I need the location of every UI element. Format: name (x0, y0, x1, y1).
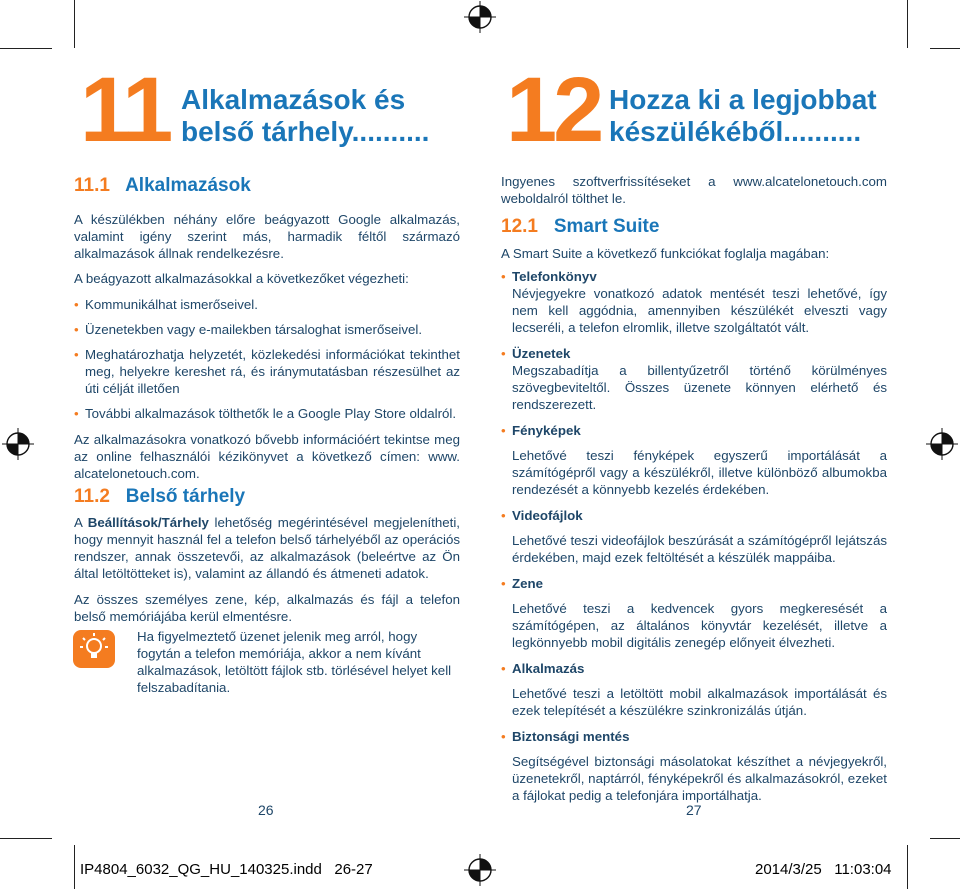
list-item-text: Üzenetekben vagy e-mailekben társaloghat ismerőseivel. (85, 322, 423, 337)
list-item: • Zene Lehetővé teszi a kedvencek gyors megkeresését a számítógépen, az általános könyvtár kezelését, illetve a legkönnyebb mobil digitális zenegép előnyeit élvezheti. (501, 576, 887, 650)
lightbulb-tip-icon (73, 630, 115, 668)
crop-mark (907, 0, 908, 48)
chapter-number: 12 (506, 59, 601, 161)
section-number: 12.1 (501, 216, 538, 237)
crop-mark (0, 838, 52, 839)
left-column-2 (74, 514, 460, 625)
section-heading (74, 175, 251, 197)
list-item-text: További alkalmazások tölthetők le a Google Play Store oldalról. (85, 406, 457, 421)
list-item-text: Segítségével biztonsági másolatokat készíthet a névjegyekről, üzenetekről, naptárról, fényképekről és alkalmazásokról, ezeket a fájlokat pedig a telefonjára importálhatja. (512, 754, 887, 803)
registration-mark-icon (464, 1, 496, 33)
section-number: 11.2 (74, 486, 110, 507)
registration-mark-icon (2, 428, 34, 460)
list-item-text: Lehetővé teszi fényképek egyszerű importálását a számítógépről vagy a készülékről, illetve különböző albumokba rendezését a könnyebb kezelés érdekében. (512, 448, 887, 497)
paragraph: Az összes személyes zene, kép, alkalmazás és fájl a telefon belső memóriájába kerül elmentésre. (74, 592, 460, 624)
intro-paragraph: Ingyenes szoftverfrissítéseket a www.alcatelonetouch.com weboldalról tölthet le. (501, 174, 887, 206)
paragraph: A készülékben néhány előre beágyazott Google alkalmazás, valamint igény szerint más, harmadik féltől származó alkalmazások állnak rendelkezésre. (74, 212, 460, 261)
chapter-title-line: Hozza ki a legjobbat (609, 84, 877, 115)
feature-list (501, 268, 887, 804)
list-item-title: Üzenetek (512, 346, 571, 361)
crop-mark (907, 845, 908, 889)
list-item-text: Meghatározhatja helyzetét, közlekedési információkat tekinthet meg, helyekre kereshet rá, és iránymutatásban részesülhet az úti célját illetően (85, 347, 460, 396)
slug-timestamp: 2014/3/25 11:03:04 (755, 861, 892, 878)
list-item: • Üzenetekben vagy e-mailekben társaloghat ismerőseivel. (74, 322, 423, 337)
paragraph: A beágyazott alkalmazásokkal a következőket végezheti: (74, 271, 409, 286)
list-item-text: Lehetővé teszi videofájlok beszúrását a számítógépről lejátszás érdekében, majd ezek feltöltését a készülék mappáiba. (512, 533, 887, 565)
chapter-title-line: készülékéből.......... (609, 116, 862, 147)
chapter-title (181, 84, 429, 148)
tip-text: Ha figyelmeztető üzenet jelenik meg arról, hogy fogytán a telefon memóriája, akkor a nem kívánt alkalmazások, letöltött fájlok stb. törlésével helyet kell felszabadítania. (137, 629, 452, 695)
list-item-text: Névjegyekre vonatkozó adatok mentését teszi lehetővé, így nem kell aggódnia, amennyiben készülékét elveszti vagy lecseréli, a telefon elromlik, illetve szolgáltatót vált. (512, 286, 887, 335)
section-heading (501, 216, 659, 238)
paragraph: A Beállítások/Tárhely lehetőség megérintésével megjelenítheti, hogy mennyit használ fel a telefon belső tárhelyéből az operációs rendszer, annak összetevői, az alkalmazások (beleértve az Ön által letöltötteket is), valamint az állandó és átmeneti adatok. (74, 515, 460, 581)
list-item: • Kommunikálhat ismerőseivel. (74, 297, 258, 312)
list-item-text: Lehetővé teszi a kedvencek gyors megkeresését a számítógépen, az általános könyvtár kezelését, illetve a legkönnyebb mobil digitális zenegép előnyeit élvezheti. (512, 601, 887, 650)
paragraph: Az alkalmazásokra vonatkozó bővebb információért tekintse meg az online felhasználói kézikönyvet a következő címen: www. alcatelonetouch.com. (74, 432, 460, 481)
list-item: • Videofájlok Lehetővé teszi videofájlok beszúrását a számítógépről lejátszás érdekében, majd ezek feltöltését a készülék mappáiba. (501, 508, 887, 565)
left-column (74, 211, 460, 482)
list-item-title: Biztonsági mentés (512, 729, 630, 744)
chapter-title-line: belső tárhely.......... (181, 116, 430, 147)
list-item-text: Megszabadítja a billentyűzetről történő körülményes szövegbeviteltől. Összes üzenete könnyen elérhető és rendszerezett. (512, 363, 887, 412)
list-item: • További alkalmazások tölthetők le a Google Play Store oldalról. (74, 406, 457, 421)
list-item: • Telefonkönyv Névjegyekre vonatkozó adatok mentését teszi lehetővé, így nem kell aggódnia, amennyiben készülékét elveszti vagy lecseréli, a telefon elromlik, illetve szolgáltatót vált. (501, 269, 887, 335)
chapter-title (609, 84, 877, 148)
list-item-title: Telefonkönyv (512, 269, 597, 284)
list-item: • Üzenetek Megszabadítja a billentyűzetről történő körülményes szövegbeviteltől. Összes üzenete könnyen elérhető és rendszerezett. (501, 346, 887, 412)
lead-paragraph: A Smart Suite a következő funkciókat foglalja magában: (501, 246, 830, 261)
section-number: 11.1 (74, 175, 110, 196)
list-item: • Alkalmazás Lehetővé teszi a letöltött mobil alkalmazások importálását és ezek telepítését a készülékre szinkronizálás útján. (501, 661, 887, 718)
list-item: • Meghatározhatja helyzetét, közlekedési információkat tekinthet meg, helyekre kereshet rá, és iránymutatásban részesülhet az úti célját illetően (74, 347, 460, 396)
section-heading (74, 486, 245, 508)
section-title: Alkalmazások (125, 175, 251, 196)
section-title: Belső tárhely (125, 486, 246, 507)
list-item-title: Zene (512, 576, 544, 591)
list-item: • Biztonsági mentés Segítségével biztonsági másolatokat készíthet a névjegyekről, üzenetekről, naptárról, fényképekről és alkalmazásokról, ezeket a fájlokat pedig a telefonjára importálhatja. (501, 729, 887, 803)
crop-mark (74, 0, 75, 48)
crop-mark (74, 845, 75, 889)
chapter-number: 11 (80, 59, 170, 161)
list-item-text: Lehetővé teszi a letöltött mobil alkalmazások importálását és ezek telepítését a készülékre szinkronizálás útján. (512, 686, 887, 718)
page-number: 26 (258, 802, 274, 818)
registration-mark-icon (926, 428, 958, 460)
list-item-title: Videofájlok (512, 508, 583, 523)
registration-mark-icon (464, 854, 496, 886)
crop-mark (930, 838, 960, 839)
list-item-title: Fényképek (512, 423, 581, 438)
list-item-text: Kommunikálhat ismerőseivel. (85, 297, 258, 312)
settings-path: Beállítások/Tárhely (87, 515, 209, 530)
list-item-title: Alkalmazás (512, 661, 585, 676)
list-item: • Fényképek Lehetővé teszi fényképek egyszerű importálását a számítógépről vagy a készülékről, illetve különböző albumokba rendezését a könnyebb kezelés érdekében. (501, 423, 887, 497)
crop-mark (0, 48, 52, 49)
section-title: Smart Suite (553, 216, 660, 237)
crop-mark (930, 48, 960, 49)
page-number: 27 (686, 802, 702, 818)
chapter-title-line: Alkalmazások és (181, 84, 406, 115)
slug-filename: IP4804_6032_QG_HU_140325.indd 26-27 (80, 861, 373, 878)
